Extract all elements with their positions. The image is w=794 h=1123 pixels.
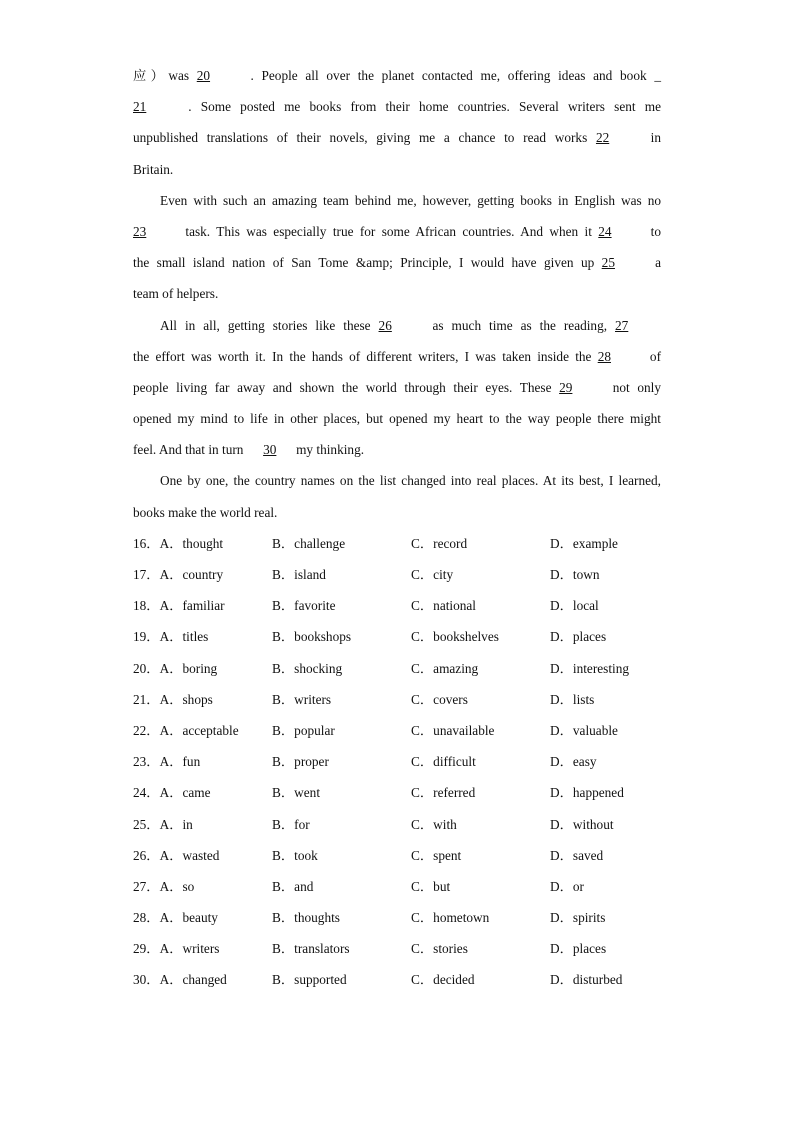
option-d: D．disturbed [550, 972, 623, 988]
option-a: A．writers [159, 941, 220, 957]
option-d: D．without [550, 816, 614, 832]
option-d: D．example [550, 535, 618, 551]
passage [133, 60, 661, 528]
option-c: C．referred [411, 785, 476, 801]
option-a-cell [133, 590, 272, 621]
question-row [133, 590, 661, 621]
option-b: B．for [272, 816, 310, 832]
question-row [133, 684, 661, 715]
option-c: C．but [411, 878, 451, 894]
option-c: C．covers [411, 691, 468, 707]
question-number: 22． [133, 722, 160, 738]
option-a: A．beauty [159, 910, 218, 926]
passage-text: . People all over the planet contacted me, offering ideas and book _ [250, 68, 661, 83]
option-c: C．with [411, 816, 457, 832]
option-b: B．writers [272, 691, 332, 707]
passage-line [133, 60, 661, 91]
passage-text: the effort was worth it. In the hands of different writers, I was taken inside the [133, 348, 598, 364]
passage-line [133, 403, 661, 434]
passage-line [133, 185, 661, 216]
options-list [133, 528, 661, 996]
passage-line [133, 341, 661, 372]
passage-text: Britain. [133, 161, 174, 177]
answer-blank: 28 [597, 348, 611, 364]
question-number: 29． [133, 941, 160, 957]
question-number: 17． [133, 567, 160, 582]
question-number: 19． [133, 629, 160, 645]
option-b: B．took [272, 847, 318, 863]
passage-line [133, 465, 661, 496]
passage-line [133, 372, 661, 403]
passage-text: in [650, 130, 661, 146]
question-row [133, 621, 661, 652]
option-a: A．shops [159, 691, 213, 707]
answer-blank: 27 [615, 317, 629, 333]
passage-text: feel. And that in turn [133, 442, 247, 458]
option-b: B．and [272, 878, 314, 894]
answer-blank: 30 [263, 442, 277, 458]
option-a: A．titles [159, 629, 209, 645]
option-a: A．acceptable [159, 722, 239, 738]
option-d: D．lists [550, 691, 595, 707]
passage-text: to [650, 223, 661, 239]
question-number: 16． [133, 535, 160, 551]
option-b: B．bookshops [272, 629, 352, 645]
question-number: 30． [133, 972, 160, 988]
passage-text: team of helpers. [133, 286, 219, 302]
option-d: D．interesting [550, 660, 630, 676]
option-d: D．happened [550, 785, 624, 801]
passage-text: 应）was [133, 68, 197, 83]
passage-line [133, 216, 661, 247]
option-c: C．decided [411, 972, 475, 988]
option-c: C．hometown [411, 910, 490, 926]
question-row [133, 777, 661, 808]
passage-text: unpublished translations of their novels, giving me a chance to read works [133, 130, 596, 146]
option-c: C．national [411, 598, 476, 614]
option-a: A．so [159, 878, 195, 894]
option-a-cell [133, 777, 272, 808]
passage-text: not only [612, 379, 661, 395]
option-c: C．amazing [411, 660, 479, 676]
option-a-cell [133, 902, 272, 933]
option-c: C．record [411, 535, 468, 551]
option-a-cell [133, 684, 272, 715]
option-a: A．in [159, 816, 193, 832]
option-c: C．unavailable [411, 722, 495, 738]
answer-blank: 20 [196, 68, 211, 83]
option-d: D．easy [550, 754, 597, 770]
answer-blank: 21 [133, 99, 147, 115]
option-a-cell [133, 715, 272, 746]
passage-line [133, 154, 661, 185]
option-a-cell [133, 559, 272, 590]
question-number: 25． [133, 816, 160, 832]
question-row [133, 902, 661, 933]
passage-text: my thinking. [296, 442, 365, 458]
option-a-cell [133, 746, 272, 777]
passage-line [133, 310, 661, 341]
option-b: B．proper [272, 754, 329, 770]
passage-line [133, 122, 661, 153]
passage-text: opened my mind to life in other places, but opened my heart to the way people there might [133, 411, 661, 427]
option-d: D．places [550, 629, 607, 645]
option-b: B．island [272, 567, 326, 582]
option-a-cell [133, 653, 272, 684]
question-row [133, 809, 661, 840]
option-a-cell [133, 964, 272, 995]
option-a: A．familiar [159, 598, 225, 614]
option-c: C．stories [411, 941, 468, 957]
passage-text: task. This was especially true for some African countries. And when it [185, 223, 599, 239]
passage-text: Even with such an amazing team behind me, however, getting books in English was no [160, 192, 661, 208]
document-page [133, 60, 661, 996]
passage-text: . Some posted me books from their home countries. Several writers sent me [188, 99, 661, 115]
option-a: A．country [159, 567, 224, 582]
option-d: D．valuable [550, 722, 618, 738]
option-a-cell [133, 871, 272, 902]
question-row [133, 746, 661, 777]
option-b: B．favorite [272, 598, 336, 614]
question-row [133, 933, 661, 964]
option-a-cell [133, 621, 272, 652]
question-number: 18． [133, 598, 160, 614]
question-row [133, 871, 661, 902]
option-b: B．thoughts [272, 910, 340, 926]
answer-blank: 22 [595, 130, 610, 146]
passage-line [133, 278, 661, 309]
option-b: B．shocking [272, 660, 343, 676]
option-a: A．came [159, 785, 211, 801]
option-b: B．popular [272, 722, 335, 738]
option-a-cell [133, 933, 272, 964]
question-row [133, 840, 661, 871]
passage-text: One by one, the country names on the list changed into real places. At its best, I learned, [160, 473, 661, 489]
answer-blank: 24 [598, 223, 612, 239]
question-row [133, 715, 661, 746]
option-a: A．boring [159, 660, 218, 676]
option-d: D．or [550, 878, 584, 894]
question-row [133, 653, 661, 684]
passage-text: the small island nation of San Tome &amp; Principle, I would have given up [133, 255, 602, 271]
option-a-cell [133, 840, 272, 871]
question-number: 27． [133, 878, 160, 894]
option-b: B．translators [272, 941, 350, 957]
option-c: C．spent [411, 847, 462, 863]
passage-text: as much time as the reading, [432, 317, 616, 333]
passage-text: of [649, 348, 661, 364]
option-c: C．bookshelves [411, 629, 499, 645]
question-number: 28． [133, 910, 160, 926]
option-d: D．town [550, 567, 600, 582]
answer-blank: 25 [601, 255, 615, 271]
answer-blank: 26 [378, 317, 392, 333]
option-d: D．places [550, 941, 607, 957]
option-d: D．spirits [550, 910, 606, 926]
option-d: D．saved [550, 847, 604, 863]
answer-blank: 29 [559, 379, 573, 395]
option-a: A．wasted [159, 847, 220, 863]
option-b: B．challenge [272, 535, 346, 551]
passage-text: a [655, 255, 661, 271]
option-a: A．changed [159, 972, 227, 988]
option-b: B．went [272, 785, 321, 801]
passage-line [133, 247, 661, 278]
question-number: 24． [133, 785, 160, 801]
option-b: B．supported [272, 972, 347, 988]
passage-line [133, 434, 661, 465]
question-number: 26． [133, 847, 160, 863]
option-d: D．local [550, 598, 599, 614]
option-c: C．difficult [411, 754, 476, 770]
option-a-cell [133, 809, 272, 840]
passage-text: people living far away and shown the world through their eyes. These [133, 379, 560, 395]
option-a: A．thought [159, 535, 224, 551]
passage-text: All in all, getting stories like these [160, 317, 379, 333]
question-number: 21． [133, 691, 160, 707]
question-row [133, 559, 661, 590]
question-row [133, 964, 661, 995]
passage-line [133, 497, 661, 528]
question-row [133, 528, 661, 559]
question-number: 23． [133, 754, 160, 770]
passage-line [133, 91, 661, 122]
option-a: A．fun [159, 754, 201, 770]
question-number: 20． [133, 660, 160, 676]
answer-blank: 23 [133, 223, 147, 239]
option-c: C．city [411, 567, 454, 582]
passage-text: books make the world real. [133, 504, 278, 520]
option-a-cell [133, 528, 272, 559]
